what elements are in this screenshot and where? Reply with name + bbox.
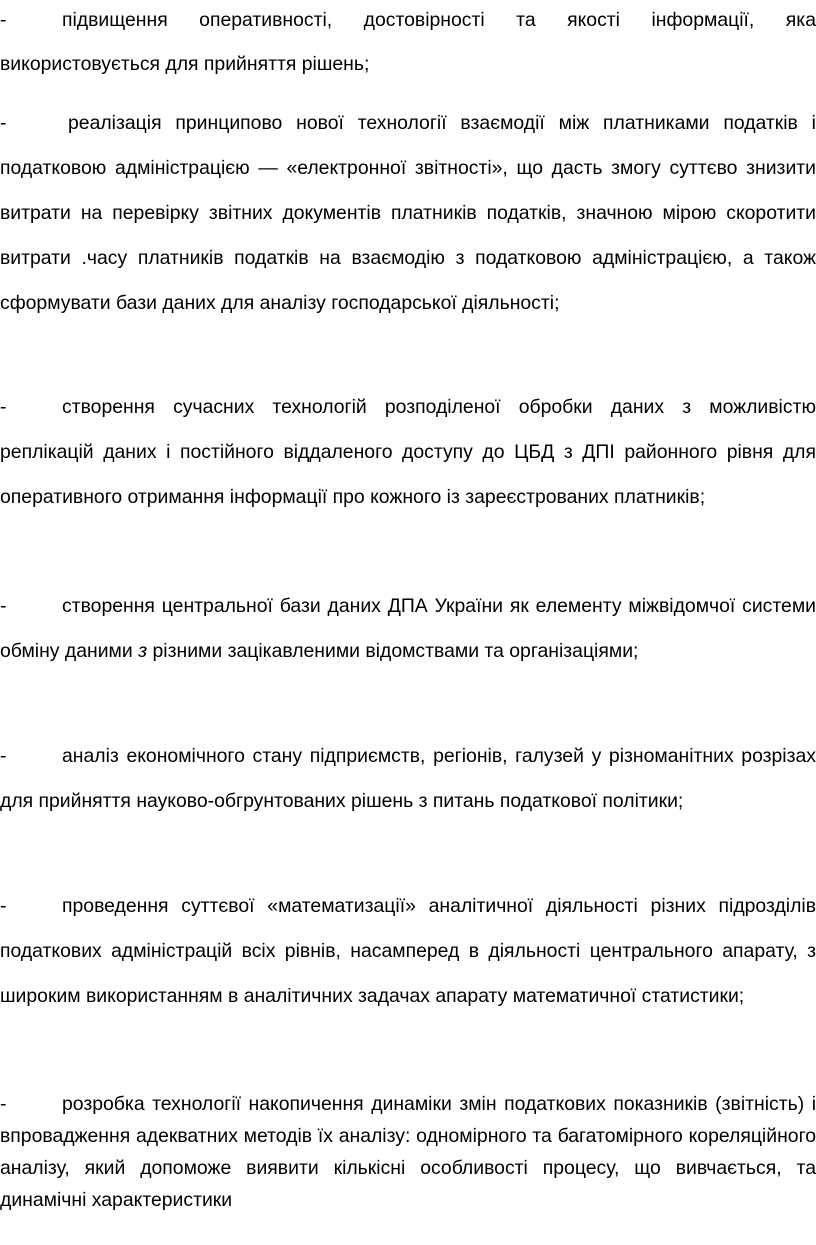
list-item-text: проведення суттєвої «математизації» аналітичної діяльності різних підрозділів податкових адміністрацій всіх рівнів, насамперед в діяльності центрального апарату, з широким використанням в аналітичних задачах апарату математичної статистики;: [0, 895, 816, 1007]
list-bullet: -: [0, 745, 7, 767]
list-bullet: -: [0, 9, 7, 31]
list-item: [0, 884, 816, 1019]
list-bullet: -: [0, 895, 7, 917]
list-item: [0, 584, 816, 674]
list-item: [0, 1088, 816, 1216]
list-item-text: реалізація принципово нової технології взаємодії між платниками податків і податковою адміністрацією — «електронної звітності», що дасть змогу суттєво знизити витрати на перевірку звітних документів платників податків, значною мірою скоротити витрати .часу платників податків на взаємодію з податковою адміністрацією, а також сформувати бази даних для аналізу господарської діяльності;: [0, 112, 816, 314]
list-bullet: -: [0, 595, 7, 617]
list-item-text: підвищення оперативності, достовірності та якості інформації, яка використовується для прийняття рішень;: [0, 9, 816, 75]
list-bullet: -: [0, 1093, 7, 1115]
list-item: [0, 101, 816, 326]
list-item: [0, 0, 816, 86]
list-bullet: -: [0, 396, 7, 418]
list-item-text: розробка технології накопичення динаміки змін податкових показників (звітність) і впровадження адекватних методів їх аналізу: одномірного та багатомірного кореляційного аналізу, який допоможе виявити кількісні особливості процесу, що вивчається, та динамічні характеристики: [0, 1093, 816, 1211]
list-item-text: аналіз економічного стану підприємств, регіонів, галузей у різноманітних розрізах для прийняття науково-обгрунтованих рішень з питань податкової політики;: [0, 745, 816, 812]
list-item-text-continued: різними зацікавленими відомствами та організаціями;: [147, 640, 639, 662]
list-item-italic-text: з: [138, 640, 148, 662]
list-item: [0, 385, 816, 520]
list-item-text: створення сучасних технологій розподіленої обробки даних з можливістю реплікацій даних і постійного віддаленого доступу до ЦБД з ДПІ районного рівня для оперативного отримання інформації про кожного із зареєстрованих платників;: [0, 396, 816, 508]
list-item: [0, 734, 816, 824]
list-bullet: -: [0, 112, 7, 134]
list-item-text: створення центральної бази даних ДПА України як елементу міжвідомчої системи обміну даними: [0, 595, 816, 662]
